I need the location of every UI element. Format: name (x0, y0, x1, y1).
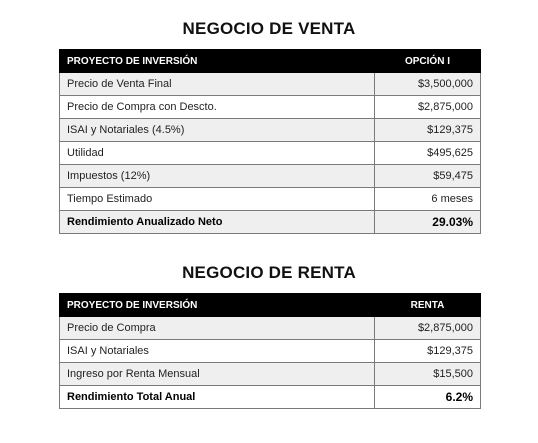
row-value: $3,500,000 (375, 73, 481, 96)
table-row (60, 165, 481, 188)
row-label: Precio de Venta Final (60, 73, 375, 96)
row-label: ISAI y Notariales (4.5%) (60, 119, 375, 142)
row-label: Tiempo Estimado (60, 188, 375, 211)
row-value: $129,375 (375, 119, 481, 142)
total-value: 6.2% (375, 386, 481, 409)
venta-table (59, 49, 481, 234)
row-label: ISAI y Notariales (60, 340, 375, 363)
row-label: Utilidad (60, 142, 375, 165)
row-value: $15,500 (375, 363, 481, 386)
row-label: Impuestos (12%) (60, 165, 375, 188)
row-value: $2,875,000 (375, 96, 481, 119)
table-row (60, 363, 481, 386)
total-value: 29.03% (375, 211, 481, 234)
total-row (60, 386, 481, 409)
table-row (60, 119, 481, 142)
renta-table-header (60, 294, 481, 317)
renta-header-value: RENTA (375, 294, 481, 317)
table-row (60, 317, 481, 340)
row-label: Precio de Compra con Descto. (60, 96, 375, 119)
row-value: 6 meses (375, 188, 481, 211)
table-row (60, 142, 481, 165)
venta-header-value: OPCIÓN I (375, 50, 481, 73)
renta-table (59, 293, 481, 409)
row-label: Ingreso por Renta Mensual (60, 363, 375, 386)
row-value: $495,625 (375, 142, 481, 165)
renta-header-label: PROYECTO DE INVERSIÓN (60, 294, 375, 317)
renta-section-title: NEGOCIO DE RENTA (182, 263, 356, 282)
table-row (60, 188, 481, 211)
row-value: $59,475 (375, 165, 481, 188)
venta-header-label: PROYECTO DE INVERSIÓN (60, 50, 375, 73)
venta-table-header (60, 50, 481, 73)
row-value: $129,375 (375, 340, 481, 363)
total-row (60, 211, 481, 234)
total-label: Rendimiento Total Anual (60, 386, 375, 409)
row-value: $2,875,000 (375, 317, 481, 340)
table-row (60, 73, 481, 96)
venta-section-title: NEGOCIO DE VENTA (182, 19, 356, 38)
table-row (60, 340, 481, 363)
total-label: Rendimiento Anualizado Neto (60, 211, 375, 234)
table-row (60, 96, 481, 119)
row-label: Precio de Compra (60, 317, 375, 340)
